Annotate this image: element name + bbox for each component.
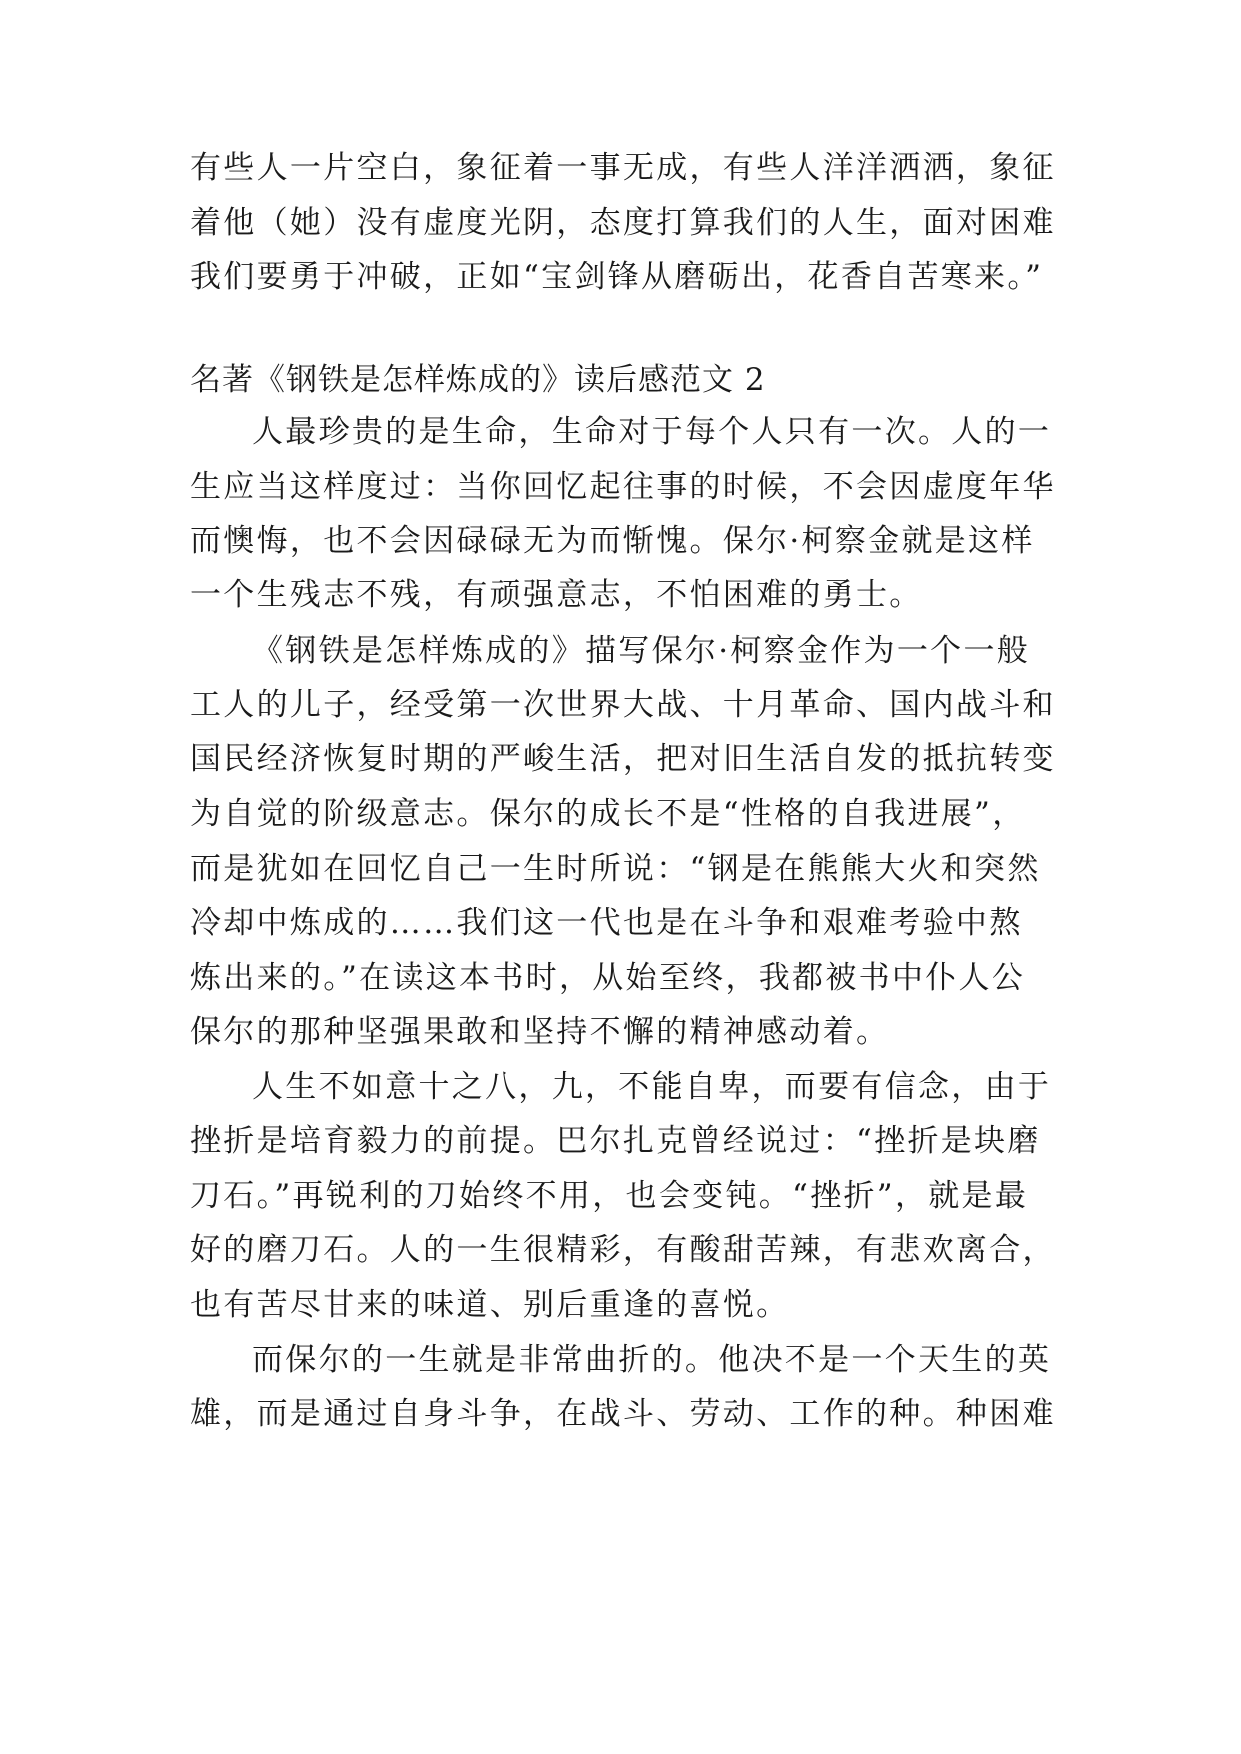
text-line: 好的磨刀石。人的一生很精彩，有酸甜苦辣，有悲欢离合， bbox=[190, 1232, 1056, 1268]
text-line: 一个生残志不残，有顽强意志，不怕困难的勇士。 bbox=[190, 577, 923, 613]
text-line: 人最珍贵的是生命，生命对于每个人只有一次。人的一 bbox=[252, 414, 1052, 450]
text-line: 挫折是培育毅力的前提。巴尔扎克曾经说过：“挫折是块磨 bbox=[190, 1123, 1041, 1159]
text-line: 国民经济恢复时期的严峻生活，把对旧生活自发的抵抗转变 bbox=[190, 741, 1056, 777]
section-heading: 名著《钢铁是怎样炼成的》读后感范文 2 bbox=[190, 362, 766, 398]
text-line: 为自觉的阶级意志。保尔的成长不是“性格的自我进展”， bbox=[190, 796, 1026, 832]
text-line: 我们要勇于冲破，正如“宝剑锋从磨砺出，花香自苦寒来。” bbox=[190, 259, 1044, 295]
text-line: 刀石。”再锐利的刀始终不用，也会变钝。“挫折”，就是最 bbox=[190, 1178, 1029, 1214]
text-line: 工人的儿子，经受第一次世界大战、十月革命、国内战斗和 bbox=[190, 687, 1056, 723]
text-line: 也有苦尽甘来的味道、别后重逢的喜悦。 bbox=[190, 1287, 790, 1323]
text-line: 炼出来的。”在读这本书时，从始至终，我都被书中仆人公 bbox=[190, 960, 1026, 996]
text-line: 雄，而是通过自身斗争，在战斗、劳动、工作的种。种困难 bbox=[190, 1396, 1056, 1432]
text-line: 着他（她）没有虚度光阴，态度打算我们的人生，面对困难 bbox=[190, 205, 1056, 241]
text-line: 人生不如意十之八，九，不能自卑，而要有信念，由于 bbox=[252, 1069, 1052, 1105]
text-line: 保尔的那种坚强果敢和坚持不懈的精神感动着。 bbox=[190, 1014, 890, 1050]
text-line: 生应当这样度过：当你回忆起往事的时候，不会因虚度年华 bbox=[190, 469, 1056, 505]
text-line: 有些人一片空白，象征着一事无成，有些人洋洋洒洒，象征 bbox=[190, 150, 1056, 186]
text-line: 《钢铁是怎样炼成的》描写保尔·柯察金作为一个一般 bbox=[252, 633, 1031, 669]
text-line: 而保尔的一生就是非常曲折的。他决不是一个天生的英 bbox=[252, 1342, 1052, 1378]
text-line: 而是犹如在回忆自己一生时所说：“钢是在熊熊大火和突然 bbox=[190, 851, 1041, 887]
text-line: 冷却中炼成的……我们这一代也是在斗争和艰难考验中熬 bbox=[190, 905, 1023, 941]
text-line: 而懊悔，也不会因碌碌无为而惭愧。保尔·柯察金就是这样 bbox=[190, 523, 1035, 559]
